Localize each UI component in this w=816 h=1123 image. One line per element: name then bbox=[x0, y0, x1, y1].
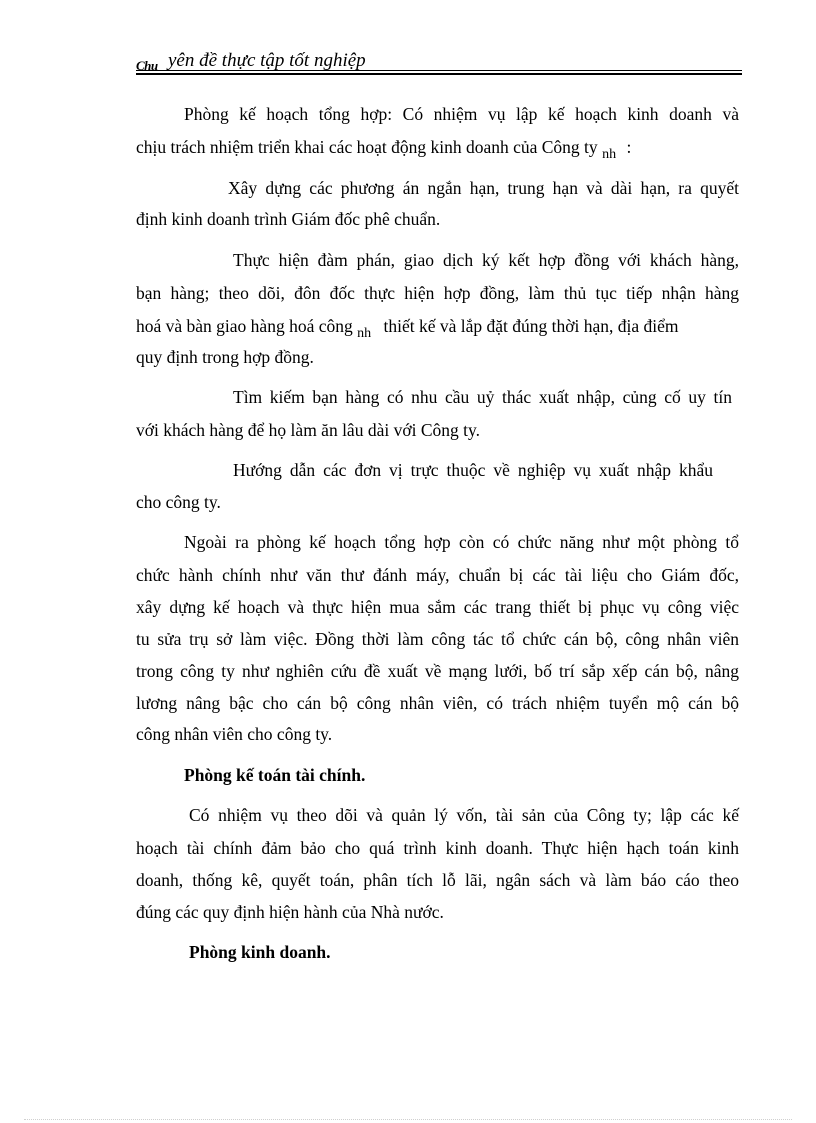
text-line: lương nâng bậc cho cán bộ công nhân viên, có trách nhiệm tuyển mộ cán bộ bbox=[136, 693, 739, 713]
text-line: Tìm kiếm bạn hàng có nhu cầu uỷ thác xuất nhập, củng cố uy tín bbox=[233, 387, 732, 407]
text-line: với khách hàng để họ làm ăn lâu dài với Công ty. bbox=[136, 420, 480, 440]
text-line: bạn hàng; theo dõi, đôn đốc thực hiện hợp đồng, làm thủ tục tiếp nhận hàng bbox=[136, 283, 739, 303]
header-rule-thick bbox=[136, 73, 742, 75]
text-line: hoạch tài chính đảm bảo cho quá trình kinh doanh. Thực hiện hạch toán kinh bbox=[136, 838, 739, 858]
text-line: định kinh doanh trình Giám đốc phê chuẩn. bbox=[136, 209, 441, 229]
text-line: quy định trong hợp đồng. bbox=[136, 347, 314, 367]
text-line: chịu trách nhiệm triển khai các hoạt động kinh doanh của Công ty $_{nh}$ : bbox=[136, 137, 632, 162]
section-heading: Phòng kinh doanh. bbox=[189, 942, 331, 962]
text-line: Ngoài ra phòng kế hoạch tổng hợp còn có chức năng như một phòng tổ bbox=[184, 532, 739, 552]
text-line: Xây dựng các phương án ngắn hạn, trung hạn và dài hạn, ra quyết bbox=[228, 178, 739, 198]
section-heading: Phòng kế toán tài chính. bbox=[184, 765, 366, 785]
text-line: Hướng dẫn các đơn vị trực thuộc về nghiệp vụ xuất nhập khẩu bbox=[233, 460, 713, 480]
text-line: công nhân viên cho công ty. bbox=[136, 724, 333, 744]
text-line: hoá và bàn giao hàng hoá công $_{nh}$ thiết kế và lắp đặt đúng thời hạn, địa điểm bbox=[136, 316, 679, 341]
subscript-fragment: nh bbox=[602, 147, 617, 162]
text-line: xây dựng kế hoạch và thực hiện mua sắm các trang thiết bị phục vụ công việc bbox=[136, 597, 739, 617]
text-line: doanh, thống kê, quyết toán, phân tích lỗ lãi, ngân sách và làm báo cáo theo bbox=[136, 870, 739, 890]
header-title: yên đề thực tập tốt nghiệp bbox=[168, 50, 366, 71]
text-line: trong công ty như nghiên cứu đề xuất về mạng lưới, bố trí sắp xếp cán bộ, nâng bbox=[136, 661, 739, 681]
text-line: chức hành chính như văn thư đánh máy, chuẩn bị các tài liệu cho Giám đốc, bbox=[136, 565, 739, 585]
header-logo: Chu bbox=[136, 58, 158, 73]
page-bottom-border bbox=[24, 1119, 792, 1120]
text-line: Có nhiệm vụ theo dõi và quản lý vốn, tài sản của Công ty; lập các kế bbox=[189, 805, 739, 825]
text-line: đúng các quy định hiện hành của Nhà nước. bbox=[136, 902, 444, 922]
header-rule-thin bbox=[136, 70, 742, 71]
subscript-fragment: nh bbox=[357, 326, 372, 341]
text-line: Phòng kế hoạch tổng hợp: Có nhiệm vụ lập kế hoạch kinh doanh và bbox=[184, 104, 739, 124]
text-line: cho công ty. bbox=[136, 492, 221, 512]
text-line: Thực hiện đàm phán, giao dịch ký kết hợp đồng với khách hàng, bbox=[233, 250, 739, 270]
text-line: tu sửa trụ sở làm việc. Đồng thời làm công tác tổ chức cán bộ, công nhân viên bbox=[136, 629, 739, 649]
